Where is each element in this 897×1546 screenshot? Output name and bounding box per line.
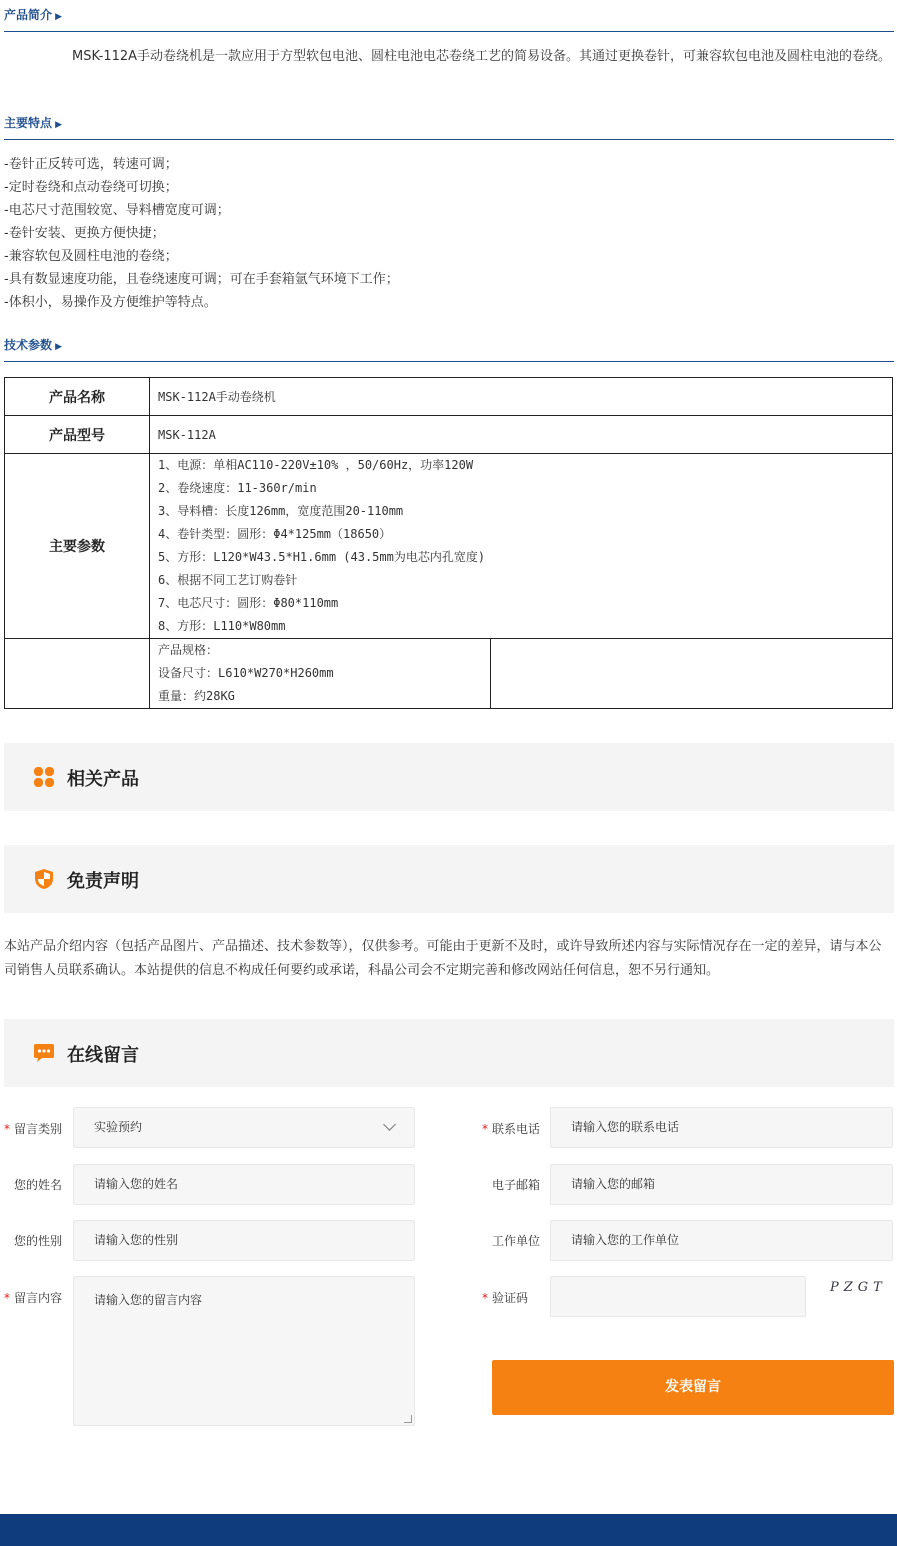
param-line: 重量：约28KG bbox=[158, 689, 235, 703]
category-select[interactable] bbox=[73, 1107, 415, 1148]
feature-item: -定时卷绕和点动卷绕可切换； bbox=[4, 180, 178, 195]
content-textarea[interactable] bbox=[73, 1276, 415, 1426]
section-header-intro bbox=[4, 2, 894, 32]
param-line: 1、电源：单相AC110-220V±10% ，50/60Hz，功率120W bbox=[158, 458, 474, 472]
required-mark: * bbox=[482, 1122, 488, 1136]
message-header bbox=[4, 1019, 894, 1087]
intro-text: MSK-112A手动卷绕机是一款应用于方型软包电池、圆柱电池电芯卷绕工艺的简易设备。其通过更换卷针，可兼容软包电池及圆柱电池的卷绕。 bbox=[72, 49, 892, 64]
required-mark: * bbox=[482, 1291, 488, 1305]
name-placeholder: 请输入您的姓名 bbox=[94, 1177, 179, 1191]
company-input[interactable] bbox=[550, 1220, 893, 1261]
param-line: 产品规格： bbox=[158, 643, 219, 657]
feature-item: -兼容软包及圆柱电池的卷绕； bbox=[4, 249, 178, 264]
disclaimer-title: 免责声明 bbox=[67, 871, 139, 892]
params-row-main bbox=[5, 454, 893, 639]
feature-item: -卷针安装、更换方便快捷； bbox=[4, 226, 165, 241]
footer-bar bbox=[0, 1514, 897, 1546]
feature-item: -卷针正反转可选，转速可调； bbox=[4, 157, 178, 172]
section-header-params bbox=[4, 332, 894, 362]
captcha-label: * 验证码 bbox=[482, 1291, 529, 1305]
related-products-header bbox=[4, 743, 894, 811]
param-line: 8、方形：L110*W80mm bbox=[158, 619, 286, 633]
param-line: 6、根据不同工艺订购卷针 bbox=[158, 573, 298, 587]
param-line: 7、电芯尺寸：圆形：Φ80*110mm bbox=[158, 596, 339, 610]
content-placeholder: 请输入您的留言内容 bbox=[94, 1293, 203, 1307]
chevron-down-icon bbox=[383, 1118, 396, 1131]
email-label: 电子邮箱 bbox=[492, 1178, 541, 1192]
resize-handle-icon[interactable] bbox=[404, 1415, 412, 1423]
captcha-image[interactable]: PZGT bbox=[830, 1280, 887, 1295]
disclaimer-text: 本站产品介绍内容（包括产品图片、产品描述、技术参数等），仅供参考。可能由于更新不及时，或许导致所述内容与实际情况存在一定的差异，请与本公司销售人员联系确认。本站提供的信息不构成任何要约或承诺，科晶公司会不定期完善和修改网站任何信息，恕不另行通知。 bbox=[4, 939, 882, 978]
section-title-intro: 产品简介 ▶ bbox=[4, 6, 62, 23]
params-label-model: 产品型号 bbox=[5, 416, 150, 454]
submit-button[interactable]: 发表留言 bbox=[492, 1360, 894, 1415]
feature-item: -具有数显速度功能，且卷绕速度可调；可在手套箱氩气环境下工作； bbox=[4, 272, 399, 287]
params-row-model bbox=[5, 416, 893, 454]
section-title-params: 技术参数 ▶ bbox=[4, 336, 62, 353]
param-line: 设备尺寸：L610*W270*H260mm bbox=[158, 666, 334, 680]
feature-item: -体积小，易操作及方便维护等特点。 bbox=[4, 295, 217, 310]
clover-icon bbox=[33, 766, 55, 788]
message-title: 在线留言 bbox=[67, 1045, 139, 1066]
required-mark: * bbox=[4, 1122, 10, 1136]
company-label: 工作单位 bbox=[492, 1234, 541, 1248]
param-line: 5、方形：L120*W43.5*H1.6mm (43.5mm为电芯内孔宽度) bbox=[158, 550, 486, 564]
params-row-name bbox=[5, 378, 893, 416]
params-value-main bbox=[150, 454, 893, 639]
disclaimer-header bbox=[4, 845, 894, 913]
params-label-main: 主要参数 bbox=[5, 454, 150, 639]
required-mark: * bbox=[4, 1291, 10, 1305]
phone-placeholder: 请输入您的联系电话 bbox=[571, 1120, 680, 1134]
params-value-spec-empty bbox=[491, 639, 893, 709]
company-placeholder: 请输入您的工作单位 bbox=[571, 1233, 680, 1247]
feature-list bbox=[4, 153, 892, 314]
params-value-spec bbox=[150, 639, 491, 709]
section-title-features: 主要特点 ▶ bbox=[4, 114, 62, 131]
shield-icon bbox=[33, 868, 55, 890]
param-line: 2、卷绕速度：11-360r/min bbox=[158, 481, 317, 495]
email-input[interactable] bbox=[550, 1164, 893, 1205]
section-header-features bbox=[4, 110, 894, 140]
chat-bubble-icon bbox=[33, 1042, 55, 1064]
params-value-model: MSK-112A bbox=[150, 416, 893, 454]
related-products-title: 相关产品 bbox=[67, 769, 139, 790]
params-value-name: MSK-112A手动卷绕机 bbox=[150, 378, 893, 416]
phone-label: * 联系电话 bbox=[482, 1122, 541, 1136]
gender-placeholder: 请输入您的性别 bbox=[94, 1233, 179, 1247]
feature-item: -电芯尺寸范围较宽、导料槽宽度可调； bbox=[4, 203, 230, 218]
name-input[interactable] bbox=[73, 1164, 415, 1205]
content-label: * 留言内容 bbox=[4, 1291, 63, 1305]
params-label-spec-empty bbox=[5, 639, 150, 709]
name-label: 您的姓名 bbox=[14, 1178, 63, 1192]
params-table bbox=[4, 377, 893, 709]
params-row-spec bbox=[5, 639, 893, 709]
phone-input[interactable] bbox=[550, 1107, 893, 1148]
category-label: * 留言类别 bbox=[4, 1122, 63, 1136]
param-line: 4、卷针类型：圆形：Φ4*125mm（18650） bbox=[158, 527, 392, 541]
gender-label: 您的性别 bbox=[14, 1234, 63, 1248]
params-label-name: 产品名称 bbox=[5, 378, 150, 416]
category-selected-value: 实验预约 bbox=[94, 1120, 143, 1134]
email-placeholder: 请输入您的邮箱 bbox=[571, 1177, 656, 1191]
gender-input[interactable] bbox=[73, 1220, 415, 1261]
captcha-input[interactable] bbox=[550, 1276, 806, 1317]
param-line: 3、导料槽：长度126mm，宽度范围20-110mm bbox=[158, 504, 404, 518]
